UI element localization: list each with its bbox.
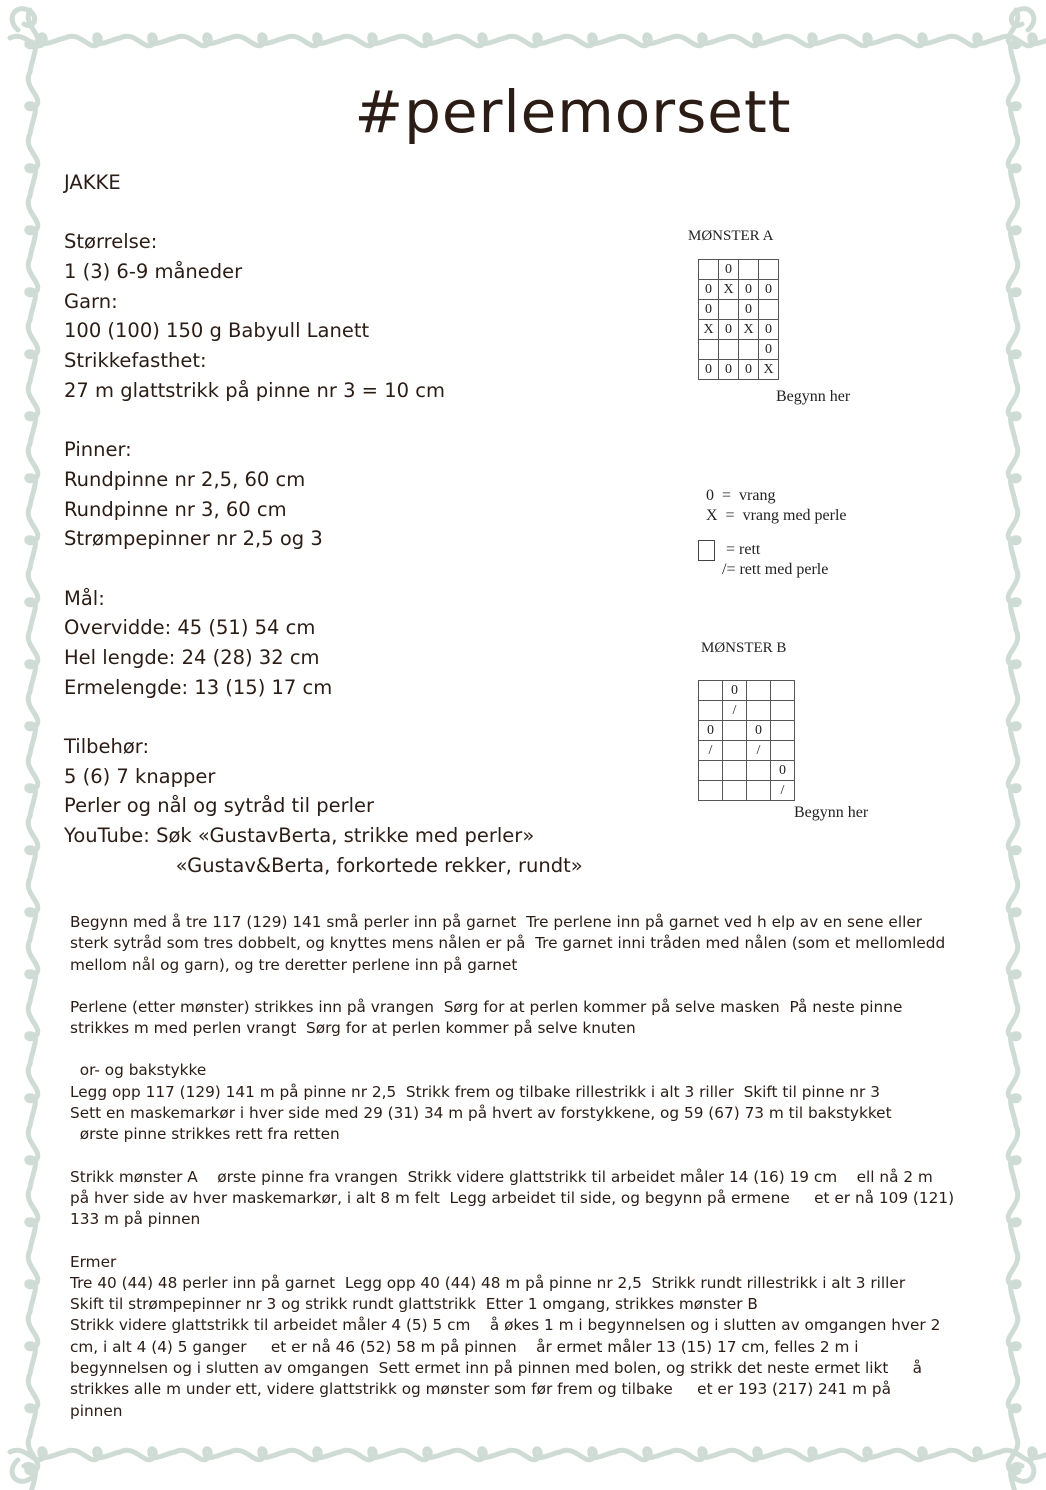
instruction-paragraph bbox=[70, 1167, 980, 1231]
grid-row bbox=[699, 300, 779, 320]
grid-row bbox=[699, 701, 795, 721]
instruction-line: Skift til strømpepinner nr 3 og strikk rundt glattstrikk Etter 1 omgang, strikkes mønster B bbox=[70, 1295, 758, 1314]
legend-purl: 0 = vrang bbox=[706, 487, 776, 504]
grid-cell: 0 bbox=[719, 260, 739, 280]
grid-cell bbox=[723, 721, 747, 741]
spec-line bbox=[64, 406, 583, 436]
instruction-line: ørste pinne strikkes rett fra retten bbox=[70, 1125, 340, 1144]
grid-cell bbox=[747, 701, 771, 721]
grid-cell: 0 bbox=[699, 300, 719, 320]
instruction-line: 133 m på pinnen bbox=[70, 1210, 201, 1229]
instruction-line: Ermer bbox=[70, 1252, 117, 1271]
page-title: #perlemorsett bbox=[354, 78, 792, 146]
grid-cell bbox=[719, 300, 739, 320]
grid-cell: 0 bbox=[719, 320, 739, 340]
instruction-line: Tre 40 (44) 48 perler inn på garnet Legg opp 40 (44) 48 m på pinne nr 2,5 Strikk rundt rillestrikk i alt 3 riller bbox=[70, 1273, 906, 1292]
grid-cell bbox=[723, 741, 747, 761]
grid-row bbox=[699, 340, 779, 360]
grid-cell bbox=[699, 260, 719, 280]
grid-cell bbox=[719, 340, 739, 360]
instruction-line: Legg opp 117 (129) 141 m på pinne nr 2,5 Strikk frem og tilbake rillestrikk i alt 3 riller Skift til pinne nr 3 bbox=[70, 1082, 880, 1101]
grid-row bbox=[699, 280, 779, 300]
grid-cell: / bbox=[747, 741, 771, 761]
pattern-b-title: MØNSTER B bbox=[701, 640, 787, 656]
spec-line: Overvidde: 45 (51) 54 cm bbox=[64, 616, 316, 640]
grid-cell: / bbox=[771, 781, 795, 801]
instruction-line: or- og bakstykke bbox=[70, 1061, 207, 1080]
grid-cell bbox=[771, 681, 795, 701]
spec-line: Ermelengde: 13 (15) 17 cm bbox=[64, 675, 333, 699]
grid-cell bbox=[739, 260, 759, 280]
grid-row bbox=[699, 741, 795, 761]
instruction-paragraph bbox=[70, 1252, 980, 1422]
spec-line: 5 (6) 7 knapper bbox=[64, 764, 216, 788]
spec-line: JAKKE bbox=[64, 171, 121, 194]
instruction-line: Perlene (etter mønster) strikkes inn på vrangen Sørg for at perlen kommer på selve masken På neste pinne bbox=[70, 997, 903, 1016]
grid-row bbox=[699, 260, 779, 280]
instruction-line: på hver side av hver maskemarkør, i alt 8 m felt Legg arbeidet til side, og begynn på ermene et er nå 109 (121) bbox=[70, 1188, 955, 1207]
grid-cell bbox=[759, 260, 779, 280]
grid-row bbox=[699, 721, 795, 741]
grid-cell bbox=[747, 781, 771, 801]
spec-line: Perler og nål og sytråd til perler bbox=[64, 794, 375, 818]
grid-cell bbox=[699, 701, 723, 721]
grid-cell: 0 bbox=[719, 360, 739, 380]
spec-line bbox=[64, 198, 583, 228]
instruction-paragraph bbox=[70, 912, 980, 976]
grid-cell bbox=[747, 681, 771, 701]
instruction-line: pinnen bbox=[70, 1401, 123, 1420]
pattern-b-start-label: Begynn her bbox=[794, 804, 869, 821]
spec-line: Strikkefasthet: bbox=[64, 349, 207, 373]
grid-cell: 0 bbox=[759, 320, 779, 340]
instruction-line: begynnelsen og i slutten av omgangen Sett ermet inn på pinnen med bolen, og strikk det neste ermet likt å bbox=[70, 1359, 923, 1378]
grid-cell bbox=[739, 340, 759, 360]
instruction-line: Sett en maskemarkør i hver side med 29 (31) 34 m på hvert av forstykkene, og 59 (67) 73 m til bakstykket bbox=[70, 1104, 892, 1123]
grid-cell: 0 bbox=[699, 280, 719, 300]
grid-cell: 0 bbox=[739, 300, 759, 320]
grid-cell: 0 bbox=[771, 761, 795, 781]
spec-line: Pinner: bbox=[64, 438, 132, 462]
instruction-line: strikkes alle m under ett, videre glattstrikk og mønster som før frem og tilbake et er 193 (217) 241 m på bbox=[70, 1380, 891, 1399]
instruction-paragraph bbox=[70, 1060, 980, 1145]
grid-row bbox=[699, 781, 795, 801]
spec-line bbox=[64, 702, 583, 732]
spec-line: Garn: bbox=[64, 289, 118, 313]
grid-row bbox=[699, 360, 779, 380]
spec-line: Tilbehør: bbox=[64, 735, 150, 759]
spec-line: Rundpinne nr 2,5, 60 cm bbox=[64, 467, 306, 491]
grid-cell bbox=[771, 741, 795, 761]
grid-cell: / bbox=[699, 741, 723, 761]
grid-cell bbox=[723, 781, 747, 801]
instruction-line: Strikk mønster A ørste pinne fra vrangen Strikk videre glattstrikk til arbeidet måler 14 (16) 19 cm ell nå 2 m bbox=[70, 1167, 933, 1186]
grid-cell: 0 bbox=[759, 340, 779, 360]
grid-cell bbox=[699, 681, 723, 701]
grid-cell bbox=[747, 761, 771, 781]
spec-line: Mål: bbox=[64, 586, 105, 610]
spec-line: 100 (100) 150 g Babyull Lanett bbox=[64, 319, 370, 343]
grid-cell bbox=[771, 701, 795, 721]
grid-cell bbox=[723, 761, 747, 781]
grid-cell: X bbox=[759, 360, 779, 380]
pattern-a-title: MØNSTER A bbox=[688, 228, 774, 244]
pattern-a-grid bbox=[698, 259, 779, 380]
spec-line: Rundpinne nr 3, 60 cm bbox=[64, 497, 287, 521]
instruction-line: Begynn med å tre 117 (129) 141 små perler inn på garnet Tre perlene inn på garnet ved h elp av en sene eller bbox=[70, 913, 923, 931]
grid-cell bbox=[759, 300, 779, 320]
grid-cell: 0 bbox=[699, 360, 719, 380]
grid-cell: 0 bbox=[739, 360, 759, 380]
grid-cell bbox=[771, 721, 795, 741]
legend-knit: = rett bbox=[726, 541, 761, 558]
pattern-a-start-label: Begynn her bbox=[776, 388, 851, 405]
spec-line: 27 m glattstrikk på pinne nr 3 = 10 cm bbox=[64, 378, 445, 402]
grid-cell: 0 bbox=[739, 280, 759, 300]
spec-line: Hel lengde: 24 (28) 32 cm bbox=[64, 646, 320, 669]
grid-cell: 0 bbox=[747, 721, 771, 741]
instruction-paragraph bbox=[70, 997, 980, 1040]
pattern-b-grid bbox=[698, 680, 795, 801]
instruction-line: mellom nål og garn), og tre deretter perlene inn på garnet bbox=[70, 955, 518, 974]
spec-line: «Gustav&Berta, forkortede rekker, rundt» bbox=[64, 853, 583, 877]
spec-line: Størrelse: bbox=[64, 230, 158, 254]
grid-row bbox=[699, 320, 779, 340]
spec-line: Strømpepinner nr 2,5 og 3 bbox=[64, 527, 323, 551]
grid-cell: X bbox=[699, 320, 719, 340]
grid-cell bbox=[699, 781, 723, 801]
spec-line bbox=[64, 554, 583, 584]
specs-block bbox=[64, 168, 583, 881]
grid-cell bbox=[699, 761, 723, 781]
grid-cell: 0 bbox=[759, 280, 779, 300]
spec-line: YouTube: Søk «GustavBerta, strikke med perler» bbox=[64, 824, 535, 848]
spec-line: 1 (3) 6-9 måneder bbox=[64, 260, 243, 284]
grid-cell bbox=[699, 340, 719, 360]
instruction-line: strikkes m med perlen vrangt Sørg for at perlen kommer på selve knuten bbox=[70, 1019, 636, 1038]
legend-knit-bead: /= rett med perle bbox=[722, 561, 829, 578]
instructions-block bbox=[70, 912, 980, 1443]
grid-cell: 0 bbox=[699, 721, 723, 741]
legend-purl-bead: X = vrang med perle bbox=[706, 507, 847, 524]
grid-row bbox=[699, 761, 795, 781]
grid-cell: X bbox=[719, 280, 739, 300]
grid-row bbox=[699, 681, 795, 701]
grid-cell: X bbox=[739, 320, 759, 340]
empty-square-icon bbox=[698, 540, 715, 561]
grid-cell: 0 bbox=[723, 681, 747, 701]
grid-cell: / bbox=[723, 701, 747, 721]
instruction-line: Strikk videre glattstrikk til arbeidet måler 4 (5) 5 cm å økes 1 m i begynnelsen og i slutten av omgangen hver 2 bbox=[70, 1316, 941, 1335]
instruction-line: sterk sytråd som tres dobbelt, og knyttes mens nålen er på Tre garnet inni tråden med nålen (som et mellomledd bbox=[70, 934, 946, 953]
instruction-line: cm, i alt 4 (4) 5 ganger et er nå 46 (52) 58 m på pinnen år ermet måler 13 (15) 17 cm, felles 2 m i bbox=[70, 1337, 859, 1356]
